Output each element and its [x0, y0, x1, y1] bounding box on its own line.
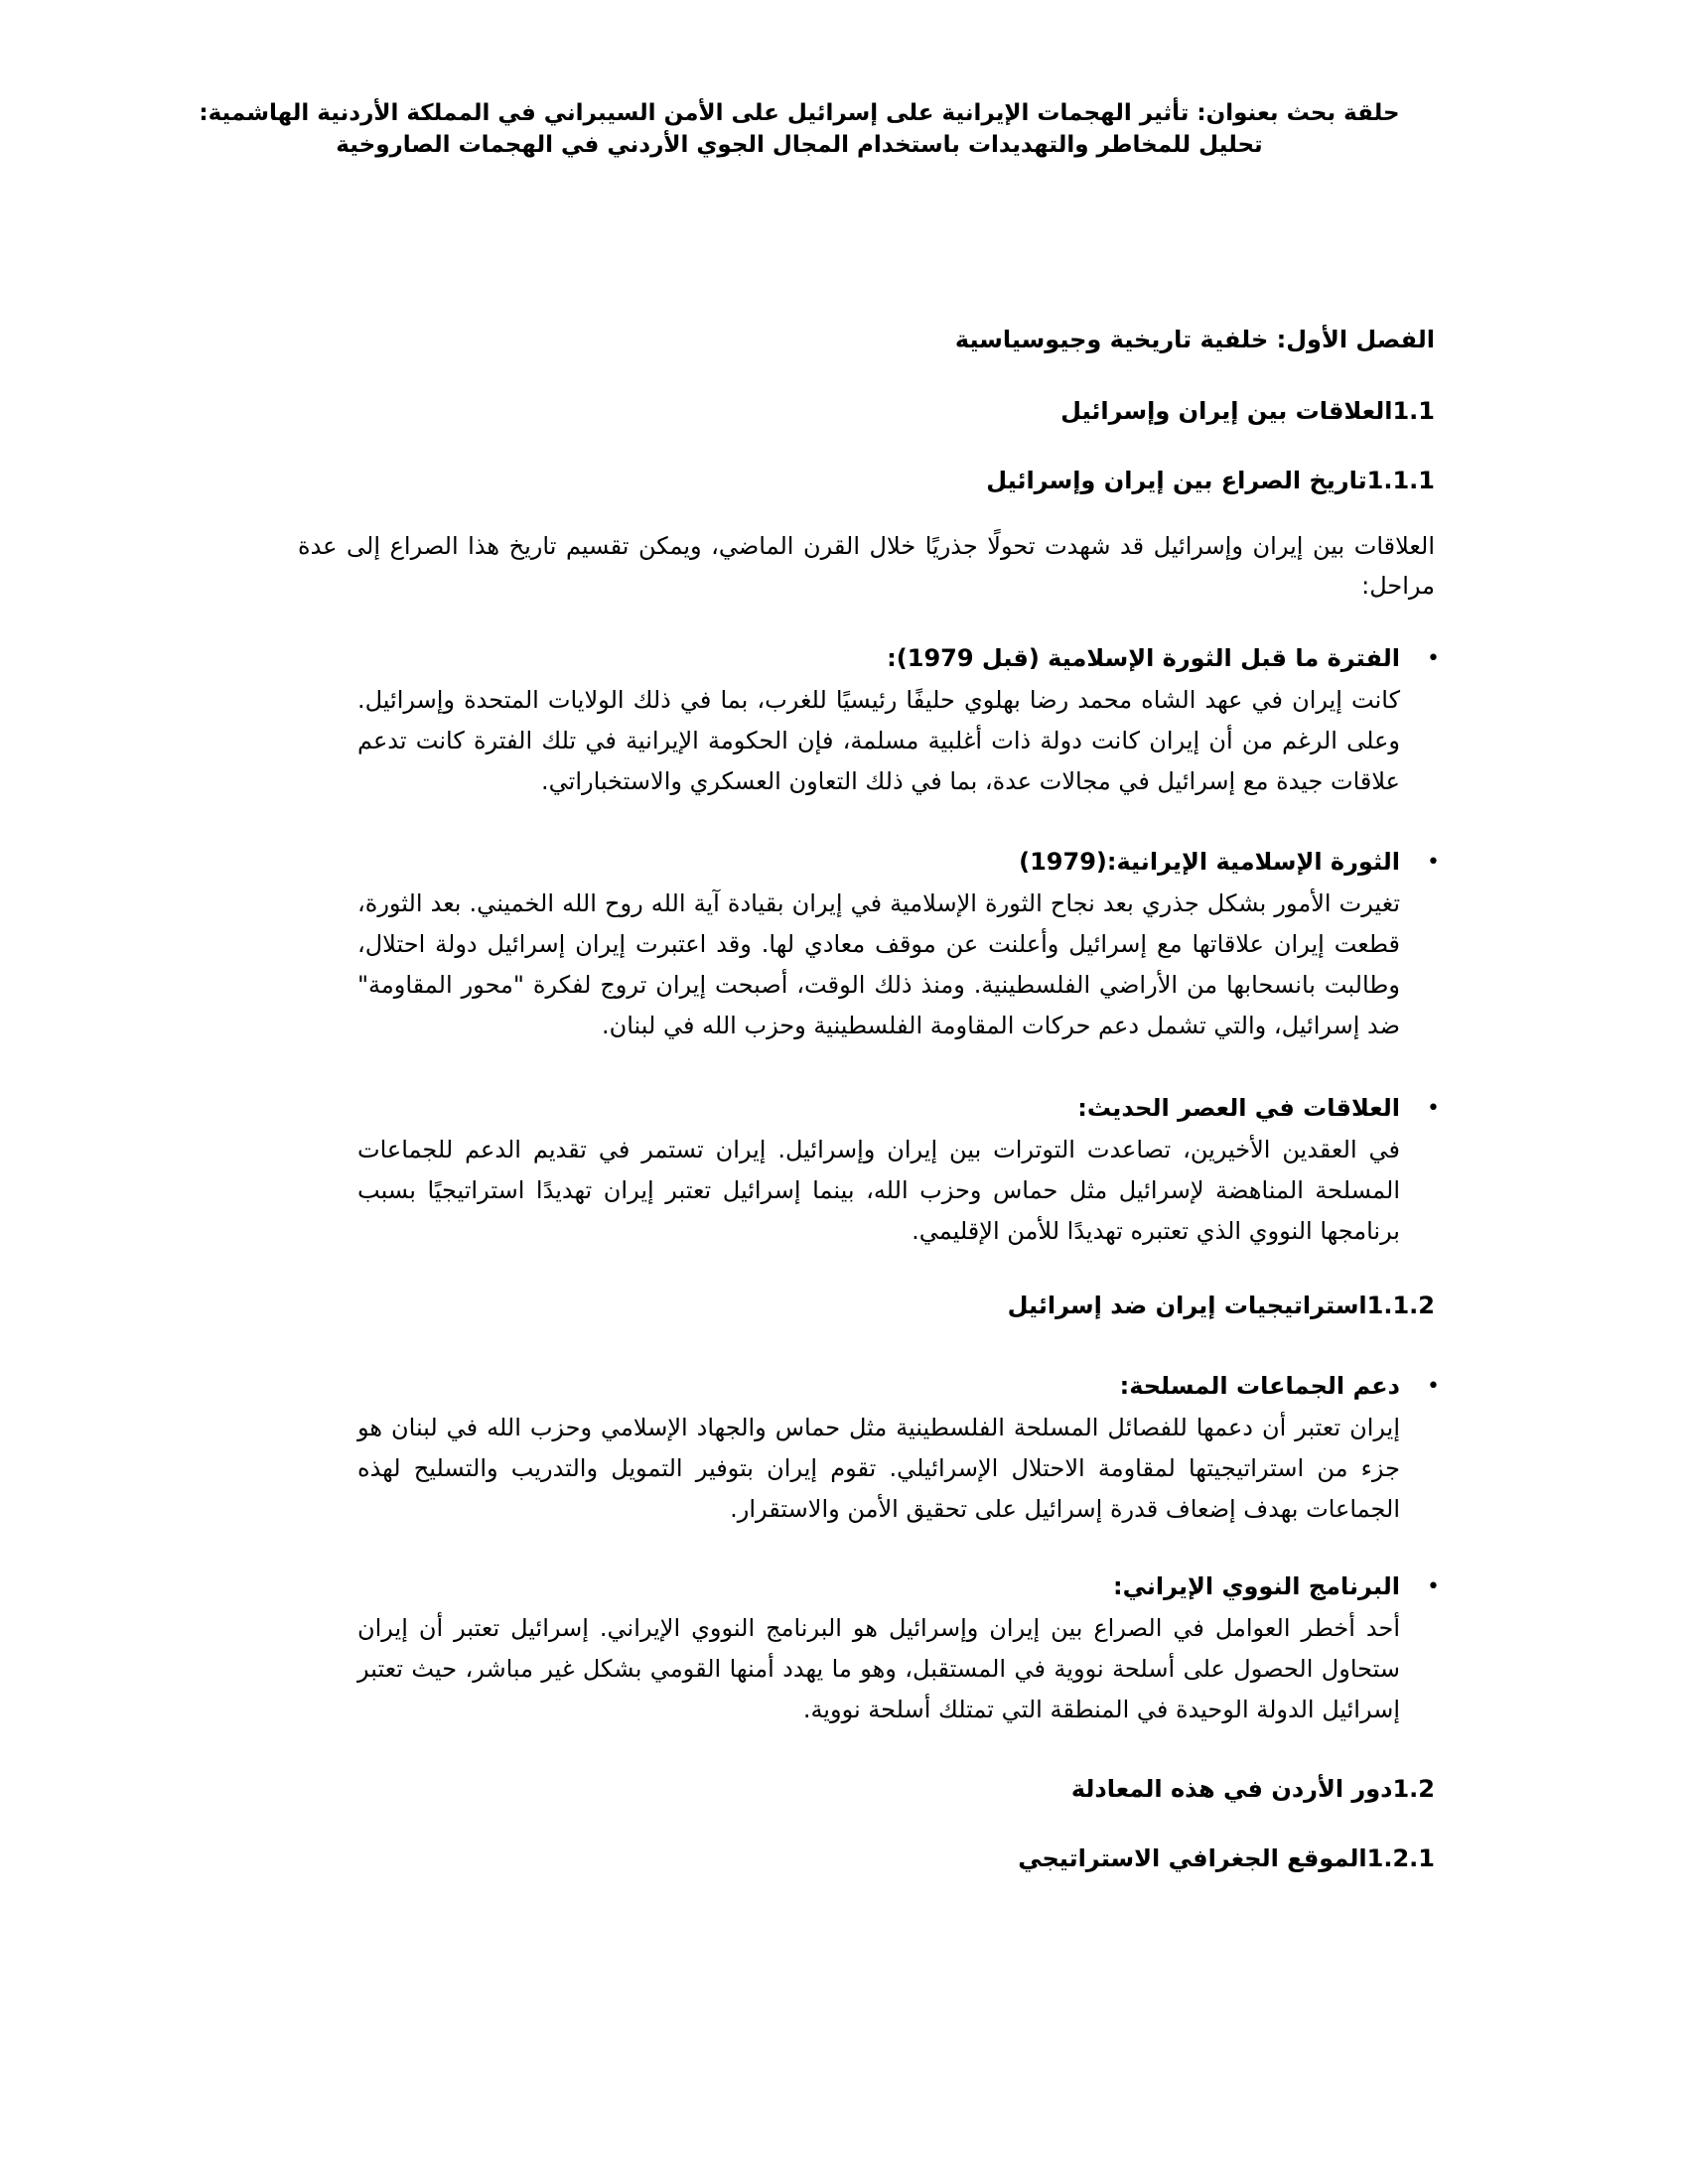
list-item [357, 1090, 1440, 1252]
list-item-text: إيران تعتبر أن دعمها للفصائل المسلحة الفلسطينية مثل حماس والجهاد الإسلامي وحزب الله في لبنان هو جزء من استراتيجيتها لمقاومة الاحتلال الإسرائيلي. تقوم إيران بتوفير التمويل والتدريب والتسليح لهذه الجماعات بهدف إضعاف قدرة إسرائيل على تحقيق الأمن والاستقرار. [357, 1414, 1400, 1523]
section-1-1-heading: 1.1العلاقات بين إيران وإسرائيل [1060, 397, 1435, 425]
section-1-2-heading: 1.2دور الأردن في هذه المعادلة [1070, 1775, 1435, 1803]
list-item-text: تغيرت الأمور بشكل جذري بعد نجاح الثورة الإسلامية في إيران بقيادة آية الله روح الله الخميني. بعد الثورة، قطعت إيران علاقاتها مع إسرائيل وأعلنت عن موقف معادي لها. وقد اعتبرت إيران إسرائيل دولة احتلال، وطالبت بانسحابها من الأراضي الفلسطينية. ومنذ ذلك الوقت، أصبحت إيران تروج لفكرة "محور المقاومة" ضد إسرائيل، والتي تشمل دعم حركات المقاومة الفلسطينية وحزب الله في لبنان. [357, 889, 1400, 1039]
list-item [357, 1368, 1440, 1530]
list-item-title: الثورة الإسلامية الإيرانية:(1979) [1019, 848, 1400, 876]
bullet-icon: • [1427, 646, 1440, 671]
list-item [357, 640, 1440, 802]
list-item-title: دعم الجماعات المسلحة: [1119, 1372, 1400, 1400]
document-title [199, 97, 1400, 161]
list-item [357, 844, 1440, 1046]
list-item-text: كانت إيران في عهد الشاه محمد رضا بهلوي حليفًا رئيسيًا للغرب، بما في ذلك الولايات المتحدة وإسرائيل. وعلى الرغم من أن إيران كانت دولة ذات أغلبية مسلمة، فإن الحكومة الإيرانية في تلك الفترة كانت تدعم علاقات جيدة مع إسرائيل في مجالات عدة، بما في ذلك التعاون العسكري والاستخباراتي. [357, 686, 1400, 795]
bullet-icon: • [1427, 850, 1440, 875]
list-item-title: العلاقات في العصر الحديث: [1077, 1094, 1400, 1122]
title-line-2: تحليل للمخاطر والتهديدات باستخدام المجال الجوي الأردني في الهجمات الصاروخية [336, 132, 1263, 158]
title-line-1: حلقة بحث بعنوان: تأثير الهجمات الإيرانية على إسرائيل على الأمن السيبراني في المملكة الأردنية الهاشمية: [199, 100, 1400, 126]
section-1-2-1-heading: 1.2.1الموقع الجغرافي الاستراتيجي [1018, 1844, 1435, 1872]
list-item [357, 1569, 1440, 1730]
bullet-icon: • [1427, 1574, 1440, 1599]
bullet-icon: • [1427, 1374, 1440, 1399]
list-item-title: البرنامج النووي الإيراني: [1112, 1572, 1400, 1600]
bullet-icon: • [1427, 1096, 1440, 1121]
section-1-1-1-heading: 1.1.1تاريخ الصراع بين إيران وإسرائيل [986, 467, 1435, 494]
list-item-text: أحد أخطر العوامل في الصراع بين إيران وإسرائيل هو البرنامج النووي الإيراني. إسرائيل تعتبر أن إيران ستحاول الحصول على أسلحة نووية في المستقبل، وهو ما يهدد أمنها القومي بشكل غير مباشر، حيث تعتبر إسرائيل الدولة الوحيدة في المنطقة التي تمتلك أسلحة نووية. [357, 1614, 1400, 1723]
section-1-1-1-intro: العلاقات بين إيران وإسرائيل قد شهدت تحولًا جذريًا خلال القرن الماضي، ويمكن تقسيم تاريخ هذا الصراع إلى عدة مراحل: [298, 532, 1435, 600]
chapter-heading: الفصل الأول: خلفية تاريخية وجيوسياسية [954, 326, 1435, 353]
list-item-text: في العقدين الأخيرين، تصاعدت التوترات بين إيران وإسرائيل. إيران تستمر في تقديم الدعم للجماعات المسلحة المناهضة لإسرائيل مثل حماس وحزب الله، بينما إسرائيل تعتبر إيران تهديدًا استراتيجيًا بسبب برنامجها النووي الذي تعتبره تهديدًا للأمن الإقليمي. [357, 1136, 1400, 1245]
list-item-title: الفترة ما قبل الثورة الإسلامية (قبل 1979): [887, 644, 1400, 672]
section-1-1-2-heading: 1.1.2استراتيجيات إيران ضد إسرائيل [1007, 1292, 1435, 1319]
